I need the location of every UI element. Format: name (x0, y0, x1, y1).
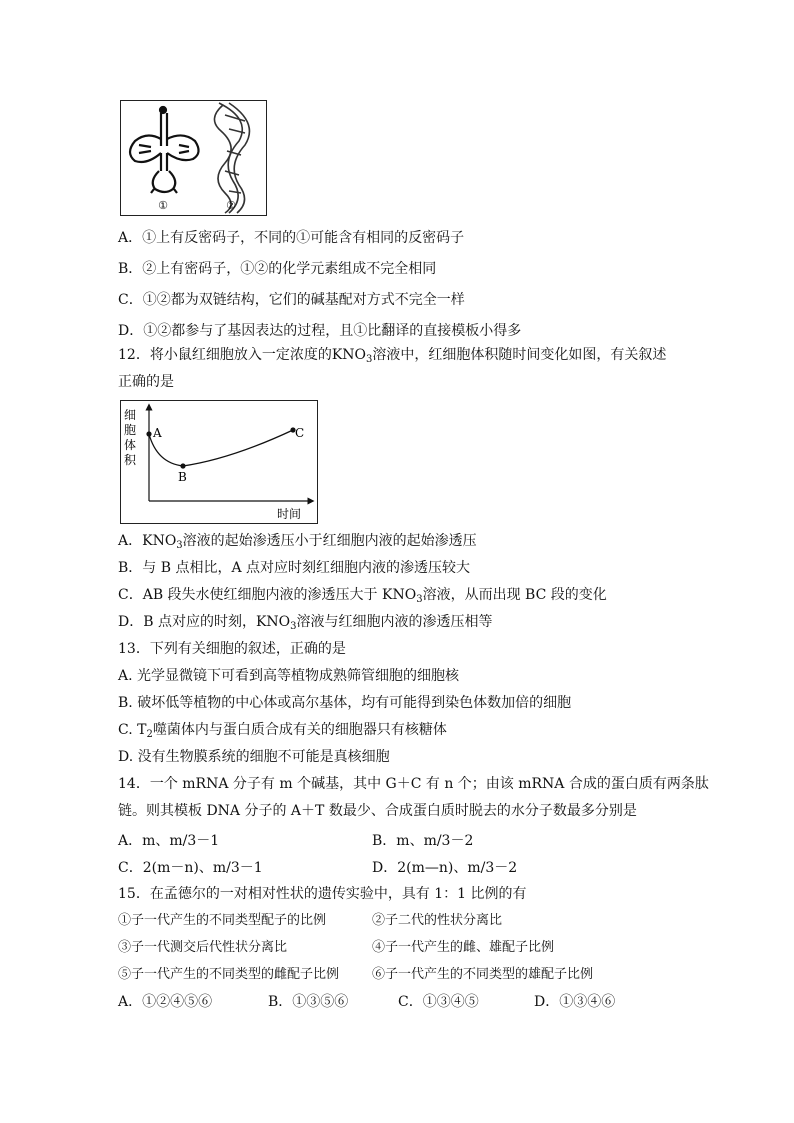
fig1-label-2: ② (226, 199, 236, 212)
trna-cloverleaf-drawing (130, 107, 199, 193)
q11-option-c: C．①②都为双链结构，它们的碱基配对方式不完全一样 (118, 292, 465, 308)
q12-stem-line1: 12．将小鼠红细胞放入一定浓度的$KNO_3$溶液中，红细胞体积随时间变化如图，有关叙述 (118, 347, 667, 365)
q15-option-a: A．①②④⑤⑥ (118, 994, 213, 1010)
q12-stem-line2: 正确的是 (118, 374, 174, 390)
q12-option-b: B．与 B 点相比，A 点对应时刻红细胞内液的渗透压较大 (118, 560, 471, 576)
q14-stem-line2: 链。则其模板 DNA 分子的 A＋T 数最少、合成蛋白质时脱去的水分子数最多分别是 (118, 803, 637, 819)
q14-option-b: B．m、m/3－2 (372, 833, 474, 849)
q12-option-a: A．$KNO_3$溶液的起始渗透压小于红细胞内液的起始渗透压 (118, 533, 477, 551)
q15-item-6: ⑥子一代产生的不同类型的雄配子比例 (372, 967, 594, 982)
q11-option-a: A．①上有反密码子，不同的①可能含有相同的反密码子 (118, 230, 465, 246)
q15-stem: 15．在孟德尔的一对相对性状的遗传实验中，具有 1：1 比例的有 (118, 886, 527, 902)
q15-item-2: ②子二代的性状分离比 (372, 913, 503, 928)
q14-stem-line1: 14．一个 mRNA 分子有 m 个碱基，其中 G＋C 有 n 个；由该 mRNA 合成的蛋白质有两条肽 (118, 776, 709, 792)
q15-item-3: ③子一代测交后代性状分离比 (118, 940, 288, 955)
fig1-label-1: ① (158, 199, 168, 212)
q15-option-d: D．①③④⑥ (534, 994, 616, 1010)
q12-option-c: C．AB 段失水使红细胞内液的渗透压大于 $KNO_3$溶液，从而出现 BC 段的变化 (118, 587, 607, 605)
volume-curve (149, 430, 293, 466)
q15-option-b: B．①③⑤⑥ (268, 994, 349, 1010)
q14-option-a: A．m、m/3－1 (118, 833, 220, 849)
q13-option-c: C. $T_2$噬菌体内与蛋白质合成有关的细胞器只有核糖体 (118, 722, 447, 740)
dna-helix-drawing (214, 103, 249, 213)
q15-item-5: ⑤子一代产生的不同类型的雌配子比例 (118, 967, 340, 982)
point-a-label: A (153, 426, 162, 440)
trna-dna-illustration (121, 101, 266, 215)
q15-item-1: ①子一代产生的不同类型配子的比例 (118, 913, 327, 928)
q14-option-c: C．2(m－n)、m/3－1 (118, 860, 263, 876)
q13-option-a: A. 光学显微镜下可看到高等植物成熟筛管细胞的细胞核 (118, 668, 460, 684)
q13-stem: 13．下列有关细胞的叙述，正确的是 (118, 641, 346, 657)
q11-option-b: B．②上有密码子，①②的化学元素组成不完全相同 (118, 261, 437, 277)
q12-option-d: D．B 点对应的时刻，$KNO_3$溶液与红细胞内液的渗透压相等 (118, 614, 493, 632)
trna-dna-figure (120, 100, 267, 216)
point-b-marker (180, 463, 185, 468)
cell-volume-chart-svg (121, 401, 317, 523)
q14-option-d: D．2(m—n)、m/3－2 (372, 860, 518, 876)
cell-volume-chart (120, 400, 318, 524)
q11-option-d: D．①②都参与了基因表达的过程，且①比翻译的直接模板小得多 (118, 323, 522, 339)
y-axis-label: 细 胞 体 积 (124, 408, 137, 467)
q15-item-4: ④子一代产生的雌、雄配子比例 (372, 940, 555, 955)
q13-option-b: B. 破坏低等植物的中心体或高尔基体，均有可能得到染色体数加倍的细胞 (118, 695, 572, 711)
x-axis-label: 时间 (277, 507, 302, 521)
point-c-label: C (295, 426, 305, 440)
point-a-marker (146, 431, 151, 436)
q13-option-d: D. 没有生物膜系统的细胞不可能是真核细胞 (118, 749, 390, 765)
point-b-label: B (178, 470, 187, 484)
q15-option-c: C．①③④⑤ (398, 994, 479, 1010)
